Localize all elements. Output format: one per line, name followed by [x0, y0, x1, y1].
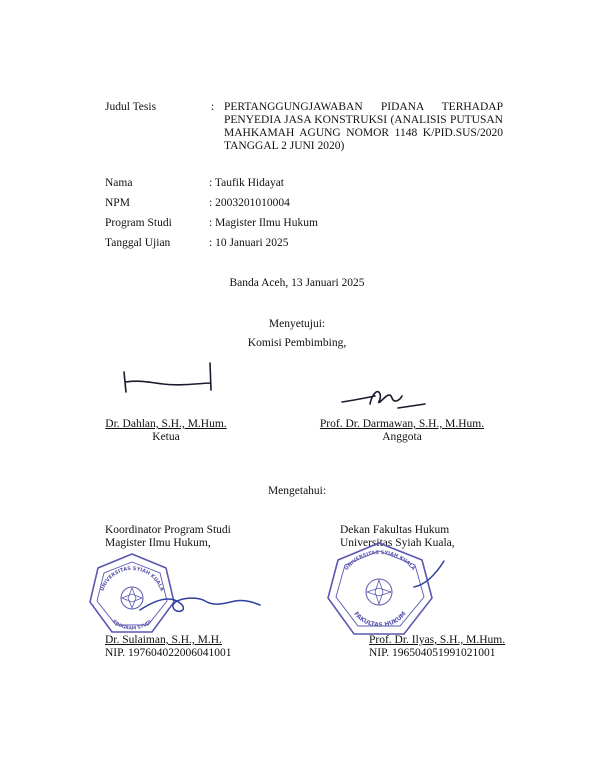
left-nip: NIP. 197604022006041001: [105, 647, 232, 659]
approval-heading: Menyetujui:: [268, 318, 326, 330]
field-label-tanggal: Tanggal Ujian: [105, 237, 171, 249]
svg-text:UNIVERSITAS SYIAH KUALA: UNIVERSITAS SYIAH KUALA: [99, 565, 165, 593]
field-label-npm: NPM: [105, 197, 130, 209]
judul-colon: :: [211, 101, 215, 113]
judul-label: Judul Tesis: [105, 101, 157, 113]
field-value-tanggal: : 10 Januari 2025: [209, 237, 289, 249]
field-label-program: Program Studi: [105, 217, 172, 229]
field-value-nama: : Taufik Hidayat: [209, 177, 284, 189]
right-title-line2: Universitas Syiah Kuala,: [340, 537, 455, 549]
supervisor-2-role: Anggota: [382, 431, 422, 443]
supervisor-2-name: Prof. Dr. Darmawan, S.H., M.Hum.: [319, 418, 485, 430]
place-date: Banda Aceh, 13 Januari 2025: [229, 277, 365, 289]
judul-value: PERTANGGUNGJAWABAN PIDANA TERHADAP PENYEDIA JASA KONSTRUKSI (ANALISIS PUTUSAN MAHKAMAH AGUNG NOMOR 1148 K/PID.SUS/2020 TANGGAL 2 JUNI 2020): [224, 101, 503, 152]
left-signature-image: [135, 585, 265, 625]
field-label-nama: Nama: [105, 177, 133, 189]
right-signature-image: [410, 555, 450, 595]
svg-text:UNIVERSITAS SYIAH KUALA: UNIVERSITAS SYIAH KUALA: [343, 549, 417, 572]
committee-label: Komisi Pembimbing,: [247, 337, 347, 349]
svg-text:PROGRAM STUDI: PROGRAM STUDI: [111, 619, 153, 632]
signature-2-image: [340, 380, 430, 415]
right-name: Prof. Dr. Ilyas, S.H., M.Hum.: [369, 634, 506, 646]
left-name: Dr. Sulaiman, S.H., M.H.: [105, 634, 222, 646]
svg-text:FAKULTAS HUKUM: FAKULTAS HUKUM: [352, 610, 408, 629]
right-title-line1: Dekan Fakultas Hukum: [340, 524, 450, 536]
field-value-npm: : 2003201010004: [209, 197, 290, 209]
left-title-line1: Koordinator Program Studi: [105, 524, 231, 536]
right-nip: NIP. 196504051991021001: [369, 647, 496, 659]
field-value-program: : Magister Ilmu Hukum: [209, 217, 318, 229]
supervisor-1-role: Ketua: [152, 431, 180, 443]
left-title-line2: Magister Ilmu Hukum,: [105, 537, 211, 549]
acknowledgement-heading: Mengetahui:: [267, 485, 327, 497]
signature-1-image: [118, 360, 223, 400]
supervisor-1-name: Dr. Dahlan, S.H., M.Hum.: [105, 418, 227, 430]
